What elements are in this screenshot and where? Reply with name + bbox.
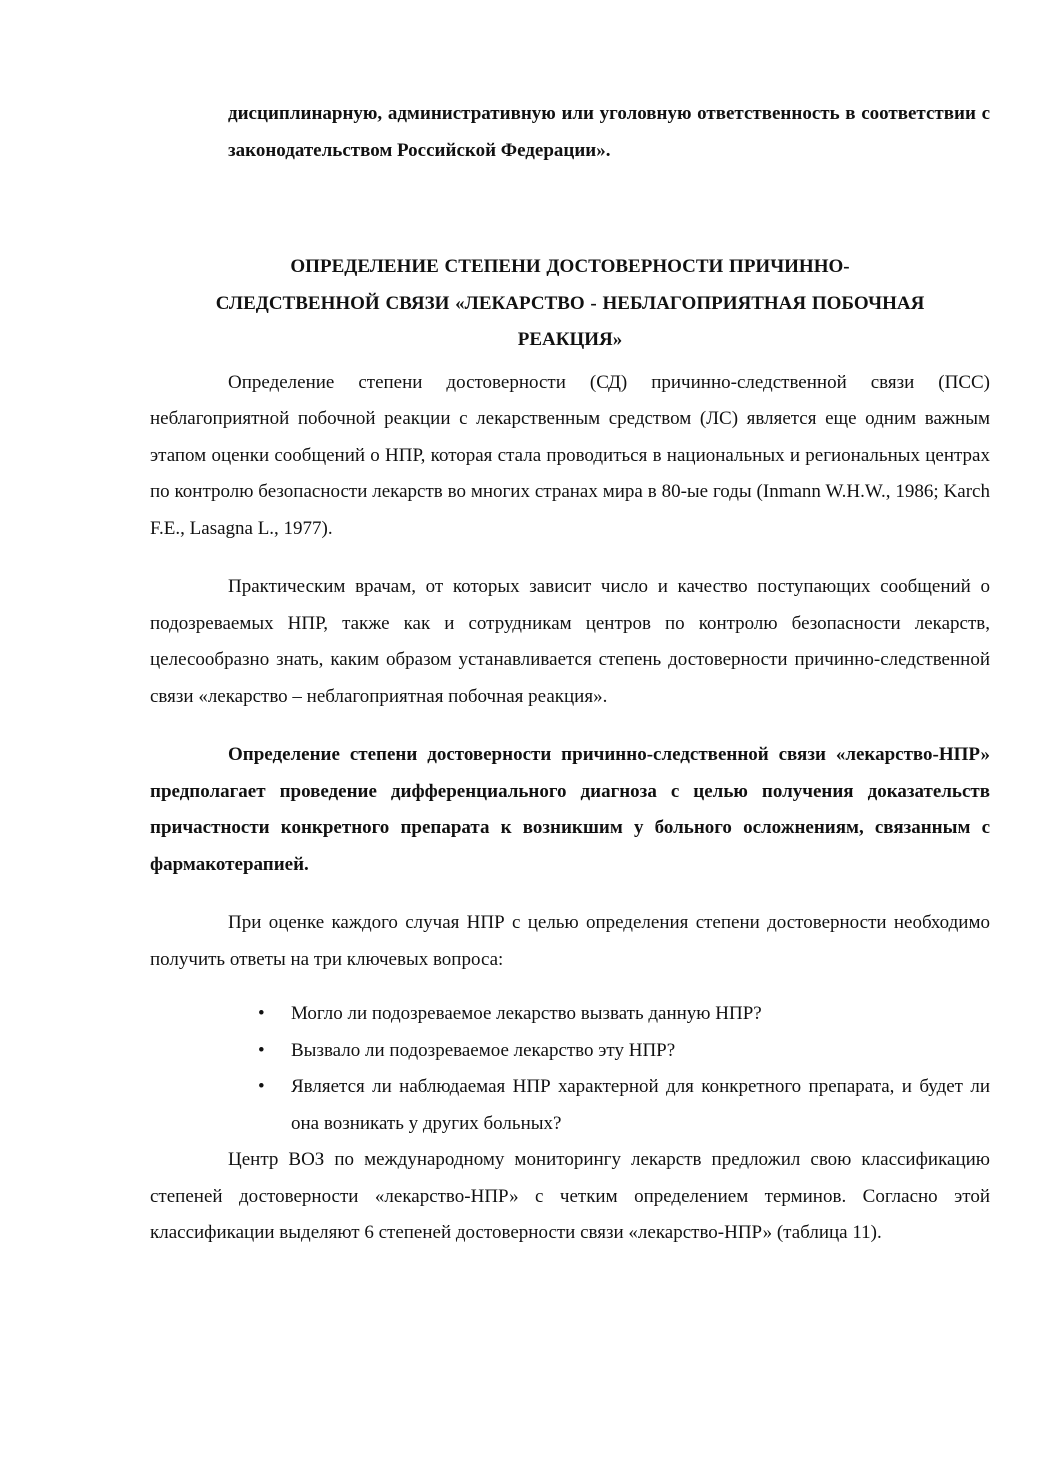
list-item [150, 1069, 990, 1142]
bullet-icon: • [258, 1003, 265, 1024]
bullet-icon: • [258, 1039, 265, 1061]
paragraph-key-questions-intro: При оценке каждого случая НПР с целью определения степени достоверности необходимо получить ответы на три ключевых вопроса: [150, 912, 990, 970]
continuation-text: дисциплинарную, административную или уголовную ответственность в соответствии с законодательством Российской Федерации». [228, 103, 990, 161]
section-heading [150, 249, 990, 359]
section-heading-line-1: ОПРЕДЕЛЕНИЕ СТЕПЕНИ ДОСТОВЕРНОСТИ ПРИЧИННО- [290, 256, 850, 277]
section-heading-line-2: СЛЕДСТВЕННОЙ СВЯЗИ «ЛЕКАРСТВО - НЕБЛАГОПРИЯТНАЯ ПОБОЧНАЯ [215, 292, 925, 314]
paragraph-differential-diagnosis: Определение степени достоверности причинно-следственной связи «лекарство-НПР» предполагает проведение дифференциального диагноза с целью получения доказательств причастности конкретного препарата к возникшим у больного осложнениям, связанным с фармакотерапией. [150, 744, 990, 875]
list-item-text: Вызвало ли подозреваемое лекарство эту НПР? [291, 1039, 676, 1061]
paragraph-definition: Определение степени достоверности (СД) причинно-следственной связи (ПСС) неблагоприятной побочной реакции с лекарственным средством (ЛС) является еще одним важным этапом оценки сообщений о НПР, которая стала проводиться в национальных и региональных центрах по контролю безопасности лекарств во многих странах мира в 80-ые годы (Inmann W.H.W., 1986; Karch F.E., Lasagna L., 1977). [150, 371, 990, 539]
key-questions-list [150, 996, 990, 1142]
list-item-text: Могло ли подозреваемое лекарство вызвать данную НПР? [291, 1003, 762, 1024]
paragraph-practitioners: Практическим врачам, от которых зависит число и качество поступающих сообщений о подозреваемых НПР, также как и сотрудникам центров по контролю безопасности лекарств, целесообразно знать, каким образом устанавливается степень достоверности причинно-следственной связи «лекарство – неблагоприятная побочная реакция». [150, 576, 990, 707]
list-item [150, 996, 990, 1033]
bullet-icon: • [258, 1076, 265, 1097]
paragraph-who-classification: Центр ВОЗ по международному мониторингу лекарств предложил свою классификацию степеней достоверности «лекарство-НПР» с четким определением терминов. Согласно этой классификации выделяют 6 степеней достоверности связи «лекарство-НПР» (таблица 11). [150, 1149, 990, 1243]
section-heading-line-3: РЕАКЦИЯ» [517, 329, 623, 350]
document-page [150, 96, 990, 1252]
list-item-text: Является ли наблюдаемая НПР характерной для конкретного препарата, и будет ли она возникать у других больных? [291, 1076, 990, 1134]
list-item [150, 1033, 990, 1070]
